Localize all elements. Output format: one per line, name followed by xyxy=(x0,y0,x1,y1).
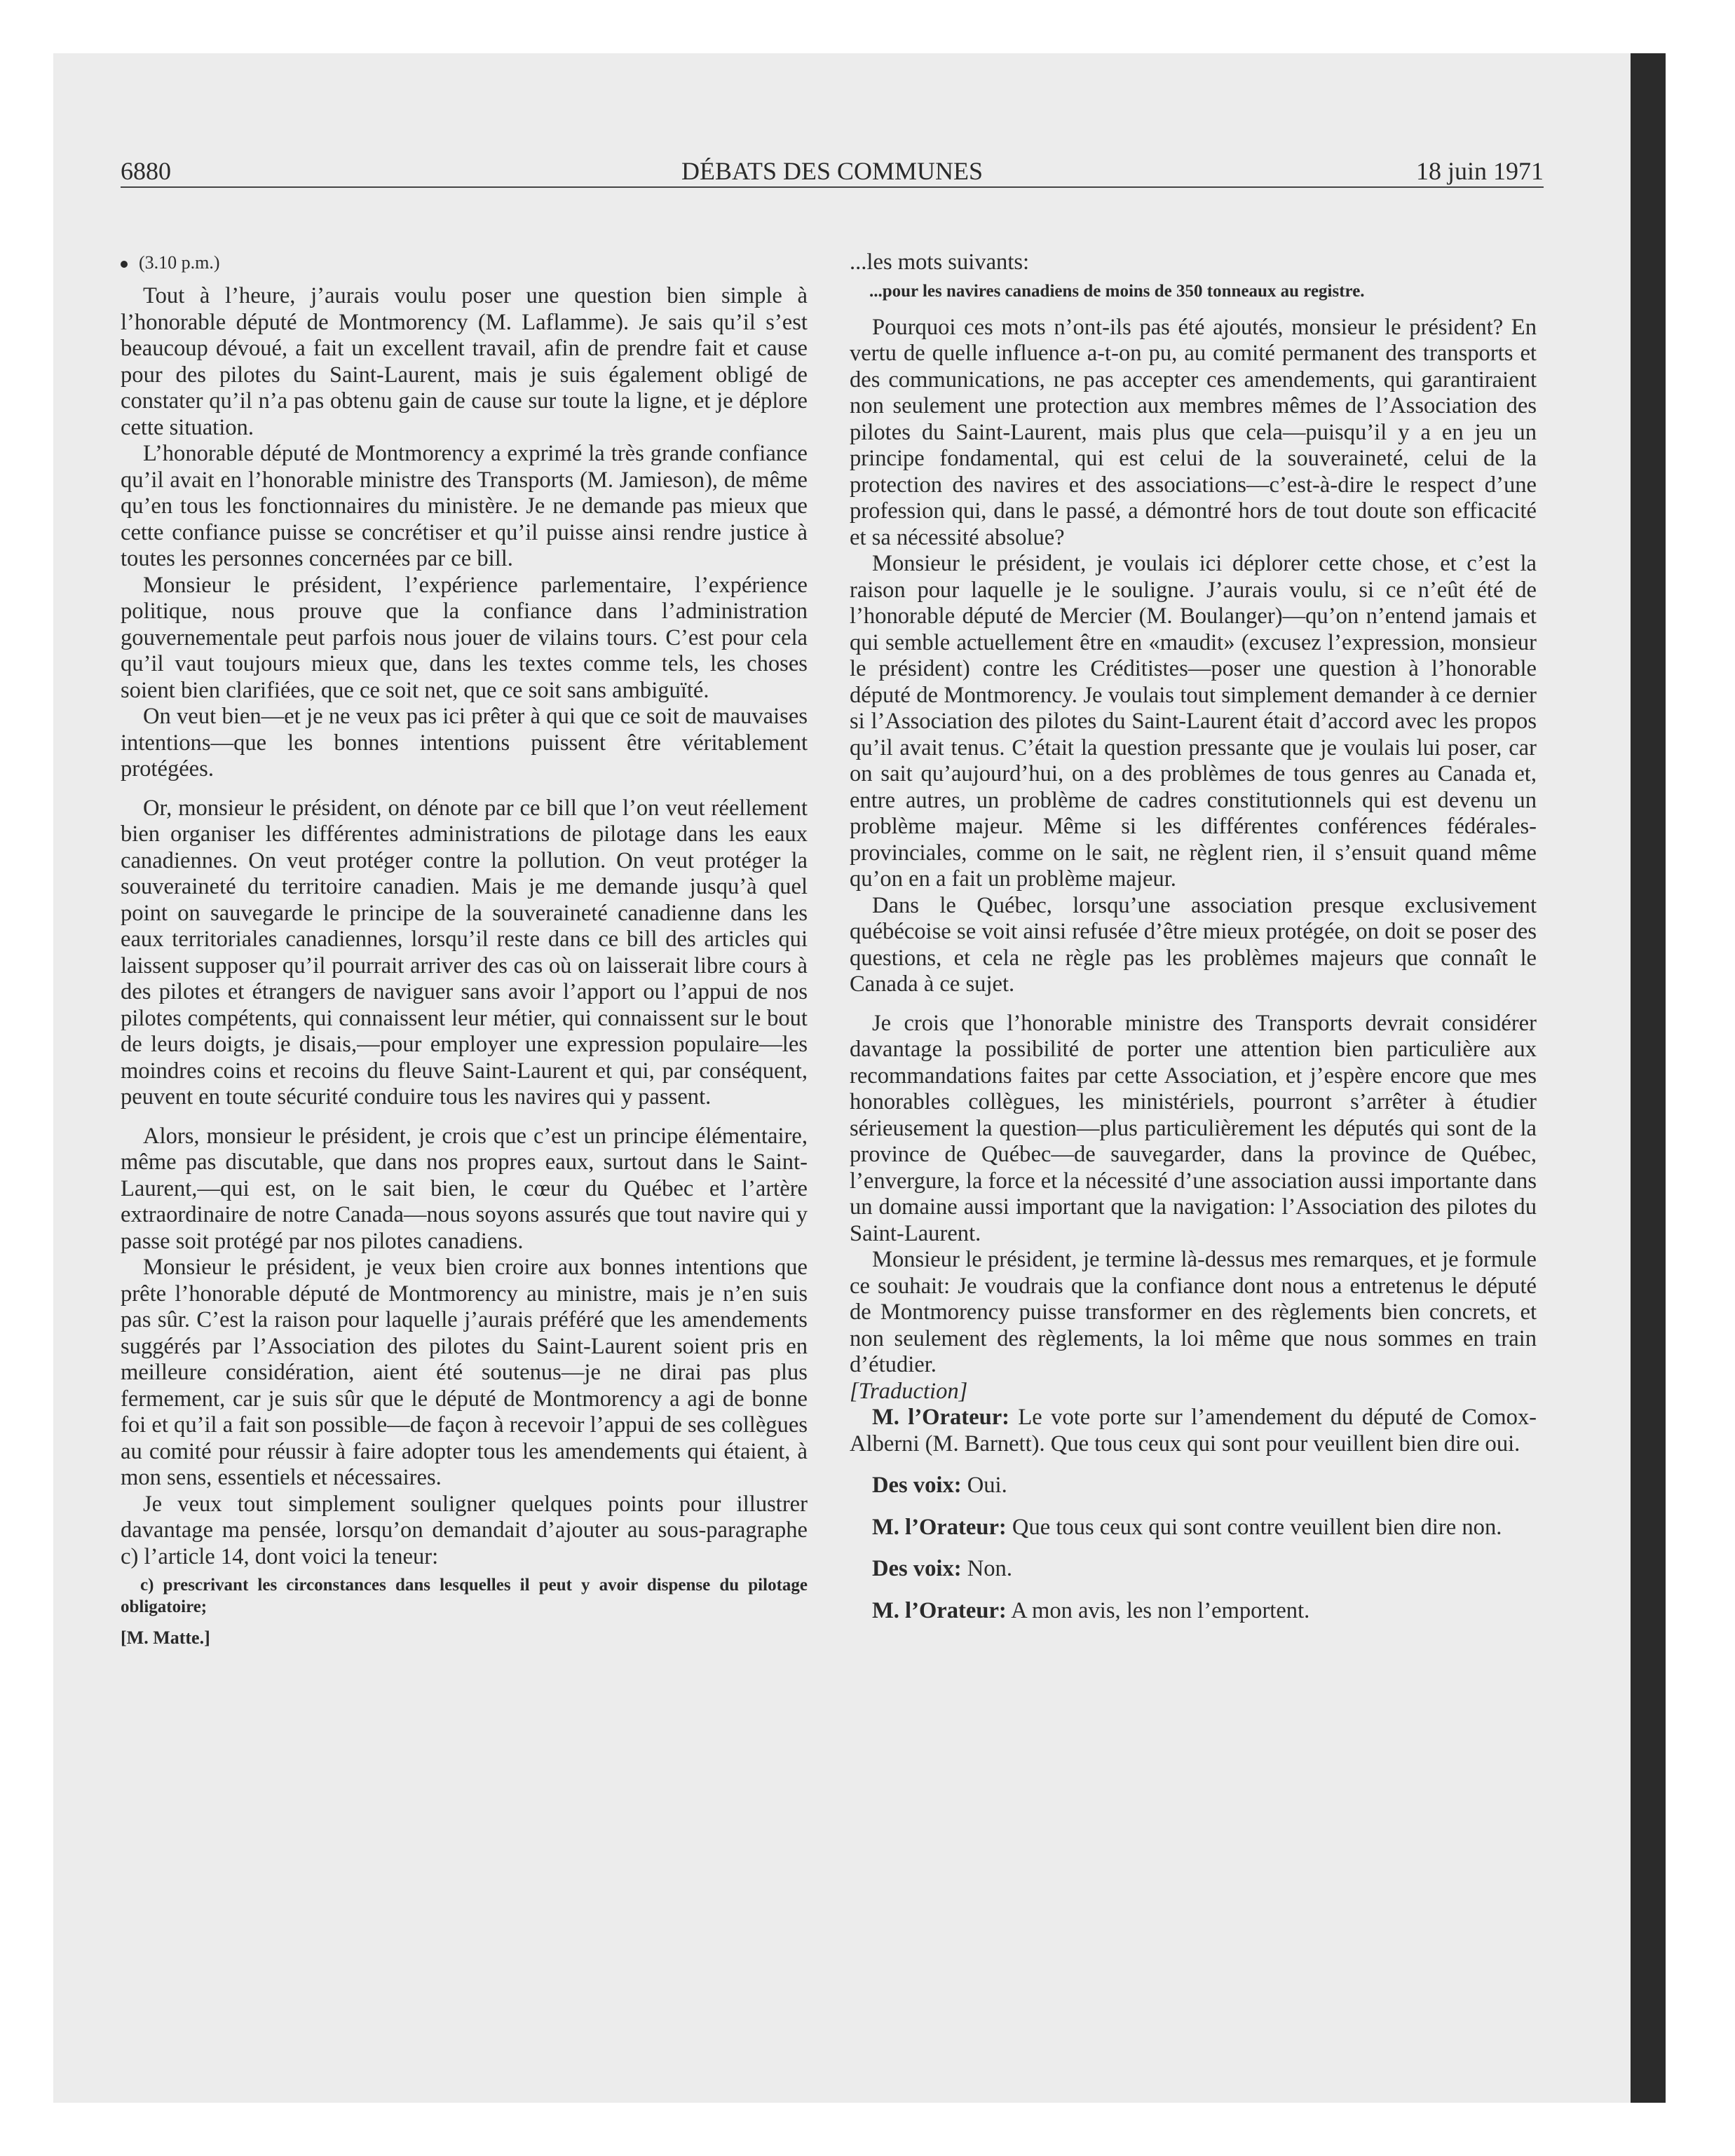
right-column xyxy=(850,250,1537,1624)
speaker-signature: [M. Matte.] xyxy=(121,1628,210,1648)
paragraph: Dans le Québec, lorsqu’une association presque exclusivement québécoise se voit ainsi refusée d’être mieux protégée, on doit se poser des questions, et cela ne règle pas les problèmes majeurs que connaît le Canada à ce sujet. xyxy=(850,892,1537,997)
left-column xyxy=(121,250,808,1651)
speech-text: Le vote porte sur l’amendement du député de Comox-Alberni (M. Barnett). Que tous ceux qui sont pour veuillent bien dire oui. xyxy=(850,1405,1537,1456)
exchange-line xyxy=(850,1556,1537,1583)
exchange-line xyxy=(850,1598,1537,1625)
timestamp-text: (3.10 p.m.) xyxy=(139,252,220,273)
paragraph: L’honorable député de Montmorency a exprimé la très grande confiance qu’il avait en l’honorable ministre des Transports (M. Jamieson), de même qu’en tous les fonctionnaires du ministère. Je ne demande pas mieux que cette confiance puisse se concrétiser et qu’il puisse ainsi rendre justice à toutes les personnes concernées par ce bill. xyxy=(121,441,808,571)
speaker-name: M. l’Orateur: xyxy=(872,1405,1010,1430)
paragraph: Je crois que l’honorable ministre des Transports devrait considérer davantage la possibilité de porter une attention bien particulière aux recommandations faites par cette Association, et j’espère encore que mes honorables collègues, les ministériels, pourront s’arrêter à étudier sérieusement la question—plus particulièrement les députés qui sont de la province de Québec—de sauvegarder, dans la province de Québec, l’envergure, la force et la nécessité d’une association aussi importante dans un domaine aussi important que la navigation: l’Association des pilotes du Saint-Laurent. xyxy=(850,1010,1537,1246)
scan-edge-shadow xyxy=(1631,53,1666,2103)
speech-text: A mon avis, les non l’emportent. xyxy=(1011,1597,1310,1623)
paragraph: Monsieur le président, je termine là-dessus mes remarques, et je formule ce souhait: Je voudrais que la confiance dont nous a entretenus le député de Montmorency puisse transformer en des règlements bien concrets, et non seulement des règlements, la loi même que nous sommes en train d’étudier. xyxy=(850,1247,1537,1377)
paragraph: Monsieur le président, l’expérience parlementaire, l’expérience politique, nous prouve que la confiance dans l’administration gouvernementale peut parfois nous jouer de vilains tours. C’est pour cela qu’il vaut toujours mieux que, dans les textes comme tels, les choses soient bien clarifiées, que ce soit net, que ce soit sans ambiguïté. xyxy=(121,572,808,703)
page-number: 6880 xyxy=(121,157,171,185)
paragraph: Pourquoi ces mots n’ont-ils pas été ajoutés, monsieur le président? En vertu de quelle influence a-t-on pu, au comité permanent des transports et des communications, ne pas accepter ces amendements, qui garantiraient non seulement une protection aux membres mêmes de l’Association des pilotes du Saint-Laurent, mais plus que cela—puisqu’il y a en jeu un principe fondamental, qui est celui de la souveraineté, celui de la protection des navires et des associations—c’est-à-dire le respect d’une profession qui, dans le passé, a démontré hors de tout doute son efficacité et sa nécessité absolue? xyxy=(850,314,1537,550)
speech-text: Oui. xyxy=(967,1473,1007,1498)
paragraph: Je veux tout simplement souligner quelques points pour illustrer davantage ma pensée, lorsqu’on demandait d’ajouter au sous-paragraphe c) l’article 14, dont voici la teneur: xyxy=(121,1491,808,1569)
paragraph: On veut bien—et je ne veux pas ici prêter à qui que ce soit de mauvaises intentions—que les bonnes intentions puissent être véritablement protégées. xyxy=(121,704,808,782)
exchange-line xyxy=(850,1473,1537,1499)
quoted-clause: c) prescrivant les circonstances dans lesquelles il peut y avoir dispense du pilotage obligatoire; xyxy=(121,1576,808,1616)
speech-text: Non. xyxy=(967,1556,1012,1581)
speaker-name: M. l’Orateur: xyxy=(872,1597,1007,1623)
page-header xyxy=(121,156,1544,188)
journal-title: DÉBATS DES COMMUNES xyxy=(681,157,984,185)
paragraph: Monsieur le président, je veux bien croire aux bonnes intentions que prête l’honorable député de Montmorency au ministre, mais je n’en suis pas sûr. C’est la raison pour laquelle j’aurais préféré que les amendements suggérés par l’Association des pilotes du Saint-Laurent soient pris en meilleure considération, aient été soutenus—je ne dirai pas plus fermement, car je suis sûr que le député de Montmorency a agi de bonne foi et qu’il a fait son possible—de façon à recevoir l’appui de ses collègues au comité pour réussir à faire adopter tous les amendements qui étaient, à mon sens, essentiels et nécessaires. xyxy=(121,1255,808,1490)
timestamp xyxy=(121,250,808,276)
header-date: 18 juin 1971 xyxy=(1415,157,1544,185)
intro-line: ...les mots suivants: xyxy=(850,250,1030,275)
bullet-icon xyxy=(121,261,128,268)
paragraph: Alors, monsieur le président, je crois que c’est un principe élémentaire, même pas discutable, que dans nos propres eaux, surtout dans le Saint-Laurent,—qui est, on le sait bien, le cœur du Québec et l’artère extraordinaire de notre Canada—nous soyons assurés que tout navire qui y passe soit protégé par nos pilotes canadiens. xyxy=(121,1123,808,1254)
exchange-line xyxy=(850,1515,1537,1541)
speaker-name: Des voix: xyxy=(872,1556,962,1581)
speech-text: Que tous ceux qui sont contre veuillent bien dire non. xyxy=(1012,1514,1502,1540)
paragraph: Monsieur le président, je voulais ici déplorer cette chose, et c’est la raison pour laquelle je le souligne. J’aurais voulu, si ce n’eût été de l’honorable député de Mercier (M. Boulanger)—qu’on n’entend jamais et qui semble actuellement être en «maudit» (excusez l’expression, monsieur le président) contre les Créditistes—poser une question à l’honorable député de Montmorency. Je voulais tout simplement demander à ce dernier si l’Association des pilotes du Saint-Laurent était d’accord avec les propos qu’il avait tenus. C’était la question pressante que je voulais lui poser, car on sait qu’aujourd’hui, on a des problèmes de tous genres au Canada et, entre autres, un problème de cadres constitutionnels qui est devenu un problème majeur. Même si les différentes conférences fédérales-provinciales, comme on le sait, ne règlent rien, il s’ensuit quand même qu’on en a fait un problème majeur. xyxy=(850,551,1537,892)
translation-rubric: [Traduction] xyxy=(850,1378,968,1404)
speaker-name: Des voix: xyxy=(872,1473,962,1498)
exchange-line xyxy=(850,1405,1537,1457)
paragraph: Tout à l’heure, j’aurais voulu poser une question bien simple à l’honorable député de Montmorency (M. Laflamme). Je sais qu’il s’est beaucoup dévoué, a fait un excellent travail, afin de prendre fait et cause pour des pilotes du Saint-Laurent, mais je suis également obligé de constater qu’il n’a pas obtenu gain de cause sur toute la ligne, et je déplore cette situation. xyxy=(121,283,808,440)
quoted-clause: ...pour les navires canadiens de moins de 350 tonneaux au registre. xyxy=(869,281,1365,301)
speaker-name: M. l’Orateur: xyxy=(872,1514,1007,1540)
paragraph: Or, monsieur le président, on dénote par ce bill que l’on veut réellement bien organiser les différentes administrations de pilotage dans les eaux canadiennes. On veut protéger contre la pollution. On veut protéger la souveraineté du territoire canadien. Mais je me demande jusqu’à quel point on sauvegarde le principe de la souveraineté canadienne dans les eaux territoriales canadiennes, lorsqu’il reste dans ce bill des articles qui laissent supposer qu’il pourrait arriver des cas où on laisserait libre cours à des pilotes et étrangers de naviguer sans avoir l’apport ou l’appui de nos pilotes compétents, qui connaissent leur métier, qui connaissent sur le bout de leurs doigts, je disais,—pour employer une expression populaire—les moindres coins et recoins du fleuve Saint-Laurent et qui, par conséquent, peuvent en toute sécurité conduire tous les navires qui y passent. xyxy=(121,795,808,1110)
